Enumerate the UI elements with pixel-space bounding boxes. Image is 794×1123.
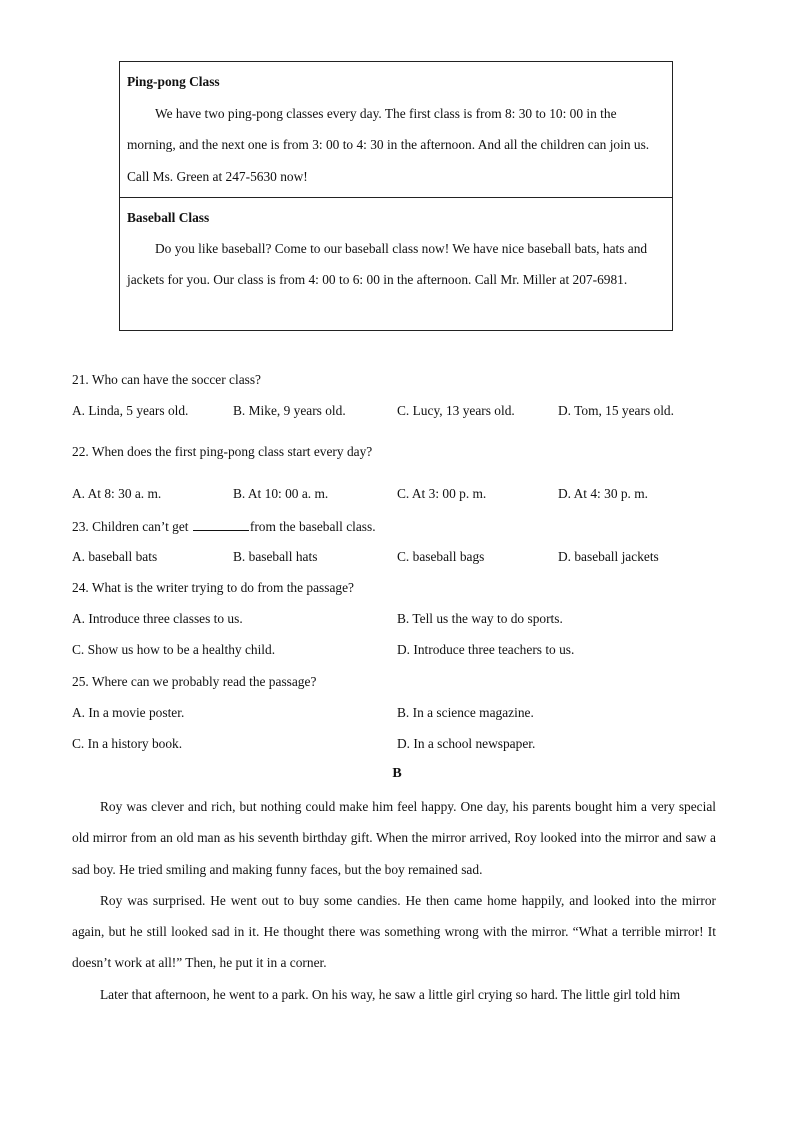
pingpong-class-title: Ping-pong Class: [127, 74, 220, 89]
question-22-option-c: C. At 3: 00 p. m.: [397, 486, 487, 501]
question-22-option-b: B. At 10: 00 a. m.: [233, 486, 329, 501]
pingpong-class-cell: [120, 62, 672, 198]
question-25-option-a: A. In a movie poster.: [72, 705, 185, 720]
question-23-option-c: C. baseball bags: [397, 549, 485, 564]
question-25-option-c: C. In a history book.: [72, 736, 183, 751]
question-23-option-b: B. baseball hats: [233, 549, 318, 564]
baseball-class-cell: [120, 197, 672, 330]
question-23-option-a: A. baseball bats: [72, 549, 158, 564]
section-b-passage: [72, 791, 716, 1010]
question-23-option-d: D. baseball jackets: [558, 549, 659, 564]
section-b-title: B: [392, 766, 402, 781]
question-21-stem: 21. Who can have the soccer class?: [72, 372, 261, 387]
class-notices-table: [119, 61, 673, 331]
baseball-class-title: Baseball Class: [127, 210, 210, 225]
passage-paragraph-3: Later that afternoon, he went to a park. On his way, he saw a little girl crying so hard. The little girl told him: [100, 986, 681, 1002]
passage-paragraph-2: Roy was surprised. He went out to buy some candies. He then came home happily, and looked into the mirror again, but he still looked sad in it. He thought there was something wrong with the mirror. “What a terrible mirror! It doesn’t work at all!” Then, he put it in a corner.: [72, 892, 716, 971]
question-25-option-b: B. In a science magazine.: [397, 705, 534, 720]
question-22-option-a: A. At 8: 30 a. m.: [72, 486, 162, 501]
question-22-stem: 22. When does the first ping-pong class start every day?: [72, 444, 373, 459]
question-25-option-d: D. In a school newspaper.: [397, 736, 536, 751]
question-22-option-d: D. At 4: 30 p. m.: [558, 486, 649, 501]
question-21-option-a: A. Linda, 5 years old.: [72, 403, 189, 418]
question-24-option-d: D. Introduce three teachers to us.: [397, 642, 575, 657]
question-23-stem-end: from the baseball class.: [249, 519, 376, 534]
question-23-stem: [72, 518, 376, 535]
pingpong-class-text: We have two ping-pong classes every day. The first class is from 8: 30 to 10: 00 in the morning, and the next one is from 3: 00 to 4: 30 in the afternoon. And all the children can join us. Call Ms. Green at 247-5630 now!: [127, 106, 650, 184]
question-24-stem: 24. What is the writer trying to do from the passage?: [72, 580, 355, 595]
passage-paragraph-1: Roy was clever and rich, but nothing could make him feel happy. One day, his parents bought him a very special old mirror from an old man as his seventh birthday gift. When the mirror arrived, Roy looked into the mirror and saw a sad boy. He tried smiling and making funny faces, but the boy remained sad.: [72, 799, 716, 877]
answer-blank: [193, 518, 249, 531]
question-24-option-c: C. Show us how to be a healthy child.: [72, 642, 276, 657]
question-24-option-b: B. Tell us the way to do sports.: [397, 611, 563, 626]
baseball-class-text: Do you like baseball? Come to our baseball class now! We have nice baseball bats, hats and jackets for you. Our class is from 4: 00 to 6: 00 in the afternoon. Call Mr. Miller at 207-6981.: [127, 241, 648, 288]
question-21-option-c: C. Lucy, 13 years old.: [397, 403, 515, 418]
question-25-stem: 25. Where can we probably read the passage?: [72, 674, 317, 689]
question-21-option-d: D. Tom, 15 years old.: [558, 403, 674, 418]
question-23-stem-start: 23. Children can’t get: [72, 519, 189, 534]
question-24-option-a: A. Introduce three classes to us.: [72, 611, 243, 626]
question-21-option-b: B. Mike, 9 years old.: [233, 403, 346, 418]
